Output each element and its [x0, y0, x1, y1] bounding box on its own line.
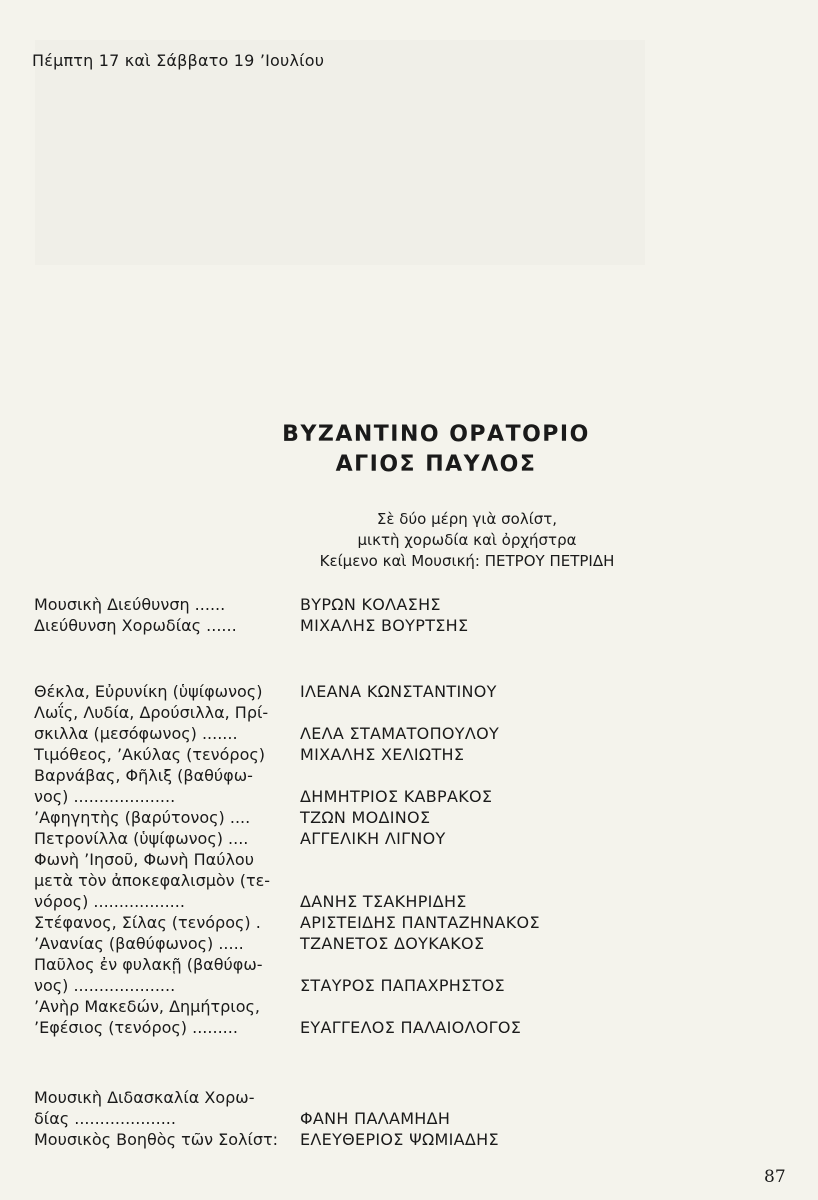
staff-role: δίας ....................: [34, 1109, 176, 1128]
cast-person: ΑΓΓΕΛΙΚΗ ΛΙΓΝΟΥ: [300, 829, 446, 848]
faded-print-area: [35, 40, 645, 265]
cast-person: ΤΖΩΝ ΜΟΔΙΝΟΣ: [300, 808, 431, 827]
cast-role: ’Αφηγητὴς (βαρύτονος) ....: [34, 808, 251, 827]
cast-person: ΔΑΝΗΣ ΤΣΑΚΗΡΙΔΗΣ: [300, 892, 467, 911]
cast-role: Βαρνάβας, Φῆλιξ (βαθύφω-: [34, 766, 253, 785]
cast-line: [34, 1017, 794, 1038]
header-date: Πέμπτη 17 καὶ Σάββατο 19 ’Ιουλίου: [32, 51, 325, 70]
credit-role: Διεύθυνση Χορωδίας ......: [34, 616, 237, 635]
staff-line: [34, 1129, 794, 1150]
cast-person: ΕΥΑΓΓΕΛΟΣ ΠΑΛΑΙΟΛΟΓΟΣ: [300, 1018, 522, 1037]
cast-role: Θέκλα, Εὐρυνίκη (ὑψίφωνος): [34, 682, 263, 701]
cast-line: [34, 786, 794, 807]
cast-person: ΜΙΧΑΛΗΣ ΧΕΛΙΩΤΗΣ: [300, 745, 465, 764]
cast-line: [34, 891, 794, 912]
credit-role: Μουσικὴ Διεύθυνση ......: [34, 595, 226, 614]
title-block: [0, 420, 818, 480]
cast-line: [34, 912, 794, 933]
cast-person: ΑΡΙΣΤΕΙΔΗΣ ΠΑΝΤΑΖΗΝΑΚΟΣ: [300, 913, 540, 932]
cast-role: μετὰ τὸν ἀποκεφαλισμὸν (τε-: [34, 871, 270, 890]
cast-role: ’Εφέσιος (τενόρος) .........: [34, 1018, 238, 1037]
cast-line: [34, 849, 794, 870]
cast-line: [34, 933, 794, 954]
staff-role: Μουσικὸς Βοηθὸς τῶν Σολίστ:: [34, 1130, 279, 1149]
cast-line: [34, 807, 794, 828]
staff-person: ΦΑΝΗ ΠΑΛΑΜΗΔΗ: [300, 1109, 451, 1128]
cast-role: Παῦλος ἐν φυλακῇ (βαθύφω-: [34, 955, 263, 974]
subtitle-line-1: Σὲ δύο μέρη γιὰ σολίστ,: [376, 510, 558, 528]
cast-line: [34, 702, 794, 723]
cast-role: Στέφανος, Σίλας (τενόρος) .: [34, 913, 261, 932]
title-line-1: ΒΥΖΑΝΤΙΝΟ ΟΡΑΤΟΡΙΟ: [282, 422, 590, 447]
cast-role: Λωΐς, Λυδία, Δρούσιλλα, Πρί-: [34, 703, 269, 722]
cast-line: [34, 765, 794, 786]
cast-role: νος) ....................: [34, 976, 176, 995]
staff-line: [34, 1087, 794, 1108]
cast-line: [34, 828, 794, 849]
cast-role: Φωνὴ ’Ιησοῦ, Φωνὴ Παύλου: [34, 850, 254, 869]
cast-role: σκιλλα (μεσόφωνος) .......: [34, 724, 238, 743]
credit-person: ΒΥΡΩΝ ΚΟΛΑΣΗΣ: [300, 595, 441, 614]
cast-line: [34, 996, 794, 1017]
cast-role: νος) ....................: [34, 787, 176, 806]
cast-person: ΙΛΕΑΝΑ ΚΩΝΣΤΑΝΤΙΝΟΥ: [300, 682, 497, 701]
cast-line: [34, 975, 794, 996]
staff-line: [34, 1108, 794, 1129]
staff-list: [34, 1087, 794, 1150]
cast-role: Πετρονίλλα (ὑψίφωνος) ....: [34, 829, 249, 848]
cast-person: ΣΤΑΥΡΟΣ ΠΑΠΑΧΡΗΣΤΟΣ: [300, 976, 505, 995]
title-line-2: ΑΓΙΟΣ ΠΑΥΛΟΣ: [335, 452, 537, 477]
staff-role: Μουσικὴ Διδασκαλία Χορω-: [34, 1088, 255, 1107]
subtitle-line-3: Κείμενο καὶ Μουσική: ΠΕΤΡΟΥ ΠΕΤΡΙΔΗ: [319, 552, 615, 570]
cast-person: ΔΗΜΗΤΡΙΟΣ ΚΑΒΡΑΚΟΣ: [300, 787, 493, 806]
cast-list: [34, 681, 794, 1038]
cast-person: ΤΖΑΝΕΤΟΣ ΔΟΥΚΑΚΟΣ: [300, 934, 485, 953]
cast-line: [34, 723, 794, 744]
cast-role: ’Ανανίας (βαθύφωνος) .....: [34, 934, 244, 953]
cast-line: [34, 744, 794, 765]
subtitle-line-2: μικτὴ χορωδία καὶ ὀρχήστρα: [357, 531, 577, 549]
staff-person: ΕΛΕΥΘΕΡΙΟΣ ΨΩΜΙΑΔΗΣ: [300, 1130, 499, 1149]
cast-role: νόρος) ..................: [34, 892, 185, 911]
cast-role: Τιμόθεος, ’Ακύλας (τενόρος): [34, 745, 265, 764]
subtitle-block: [0, 509, 818, 572]
cast-role: ’Ανὴρ Μακεδών, Δημήτριος,: [34, 997, 260, 1016]
cast-person: ΛΕΛΑ ΣΤΑΜΑΤΟΠΟΥΛΟΥ: [300, 724, 500, 743]
cast-line: [34, 870, 794, 891]
cast-line: [34, 954, 794, 975]
credit-person: ΜΙΧΑΛΗΣ ΒΟΥΡΤΣΗΣ: [300, 616, 469, 635]
page-number: 87: [764, 1167, 786, 1187]
cast-line: [34, 681, 794, 702]
